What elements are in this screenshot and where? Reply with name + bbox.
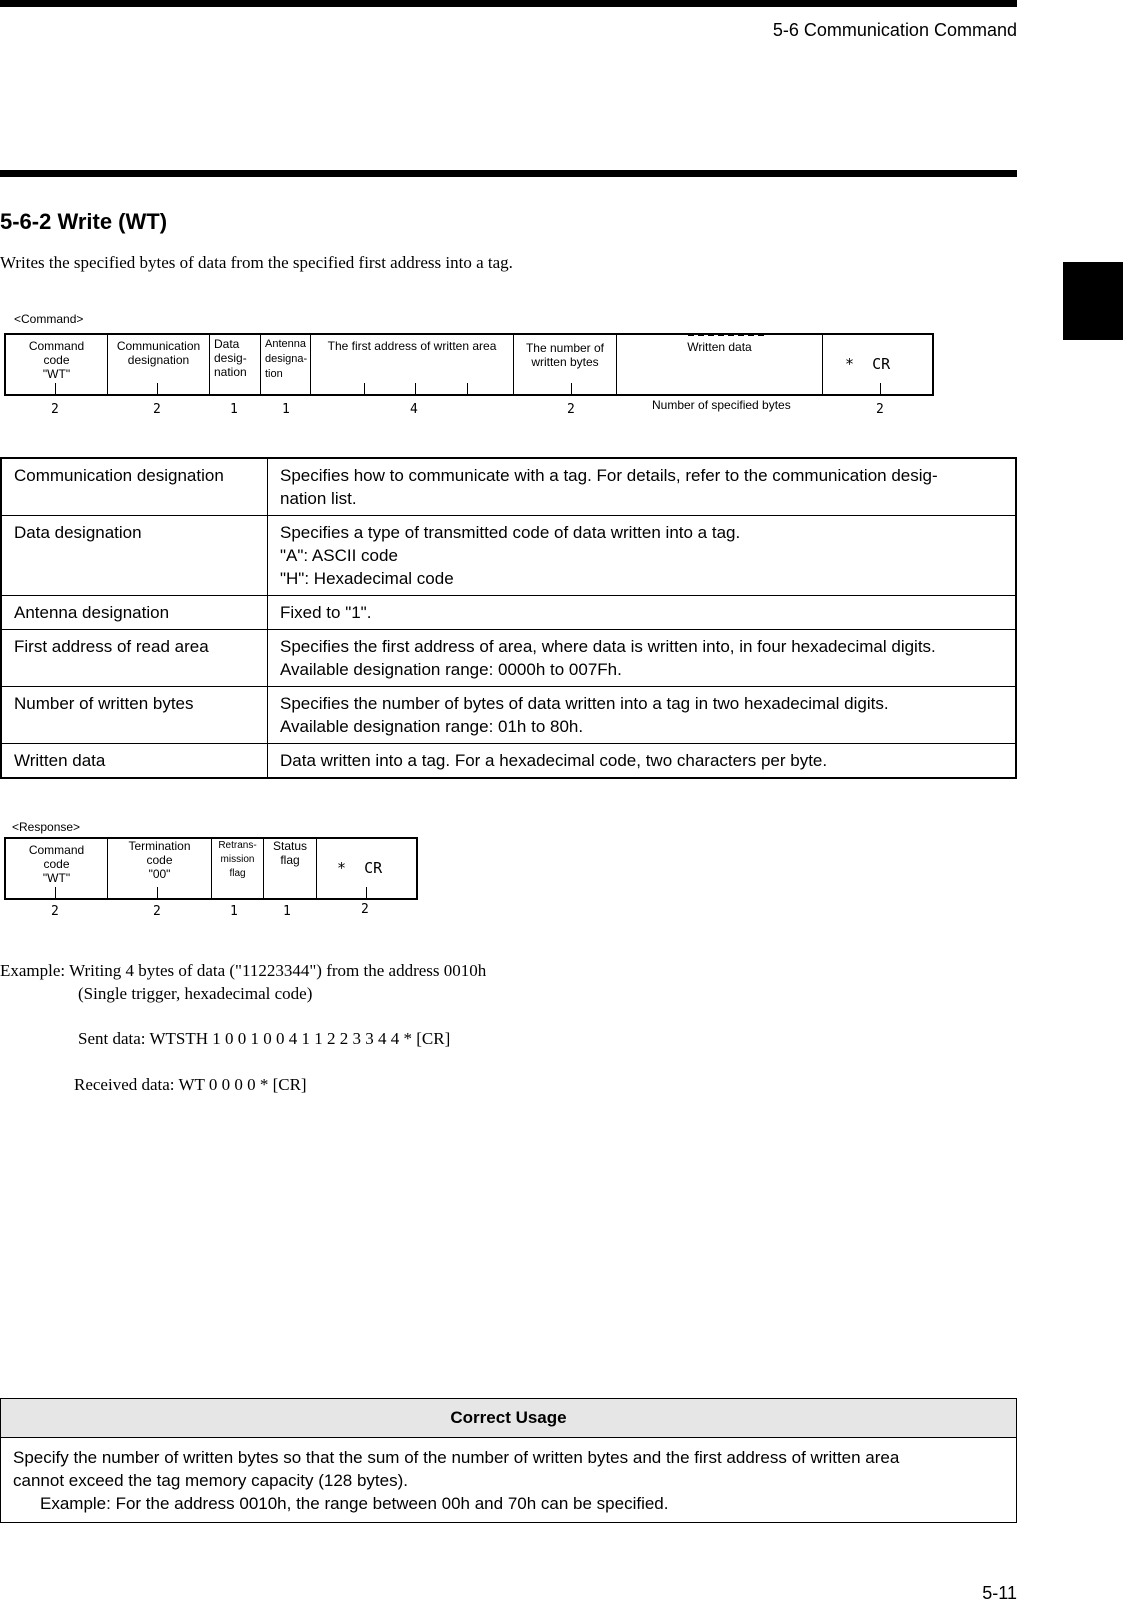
term-cell: Communication designation xyxy=(1,458,268,516)
desc-cell xyxy=(268,687,1017,744)
byte-count: 2 xyxy=(361,902,369,917)
tick-mark xyxy=(364,383,365,395)
field-label: Retrans- mission flag xyxy=(218,840,257,879)
desc-line: Available designation range: 0000h to 007Fh. xyxy=(280,660,622,679)
desc-cell xyxy=(268,516,1017,596)
byte-count: 1 xyxy=(282,402,290,417)
table-row xyxy=(1,458,1016,516)
correct-usage-title: Correct Usage xyxy=(1,1399,1016,1438)
correct-usage-box xyxy=(0,1398,1017,1523)
section-rule xyxy=(0,170,1017,177)
example-received: Received data: WT 0 0 0 0 * [CR] xyxy=(74,1075,307,1094)
byte-count: 2 xyxy=(51,402,59,417)
byte-count: 1 xyxy=(283,904,291,919)
command-field xyxy=(311,335,514,394)
field-label: The first address of written area xyxy=(327,339,497,353)
section-intro: Writes the specified bytes of data from the specified first address into a tag. xyxy=(0,253,513,272)
response-field xyxy=(108,839,212,898)
field-label: Termination code "00" xyxy=(128,839,191,881)
tick-mark xyxy=(467,383,468,395)
response-field xyxy=(212,839,264,898)
desc-cell xyxy=(268,630,1017,687)
desc-line: Specifies a type of transmitted code of data written into a tag. xyxy=(280,523,741,542)
desc-cell xyxy=(268,596,1017,630)
byte-count: 2 xyxy=(153,904,161,919)
usage-line: Example: For the address 0010h, the range between 00h and 70h can be specified. xyxy=(40,1494,669,1513)
desc-cell xyxy=(268,458,1017,516)
written-data-note: Number of specified bytes xyxy=(652,398,791,412)
usage-line: cannot exceed the tag memory capacity (128 bytes). xyxy=(13,1471,408,1490)
page-number: 5-11 xyxy=(982,1583,1017,1603)
running-header: 5-6 Communication Command xyxy=(772,20,1017,40)
tick-mark xyxy=(55,383,56,395)
response-diagram xyxy=(0,818,430,923)
terminator-label: * CR xyxy=(845,355,891,373)
field-label: The number of written bytes xyxy=(525,341,605,369)
example-sent: Sent data: WTSTH 1 0 0 1 0 0 4 1 1 2 2 3 3 4 4 * [CR] xyxy=(78,1029,451,1048)
field-label: Written data xyxy=(687,340,752,354)
field-label: Antenna designa- tion xyxy=(265,338,308,380)
byte-count: 1 xyxy=(230,402,238,417)
response-field xyxy=(6,839,108,898)
command-diagram xyxy=(0,312,940,422)
response-caption: <Response> xyxy=(12,820,81,834)
byte-count: 4 xyxy=(410,402,418,417)
command-field xyxy=(617,335,823,394)
response-field xyxy=(264,839,317,898)
correct-usage-body xyxy=(1,1438,1016,1523)
desc-line: "A": ASCII code xyxy=(280,546,398,565)
command-field xyxy=(514,335,617,394)
tick-mark xyxy=(415,383,416,395)
tick-mark xyxy=(157,887,158,899)
command-caption: <Command> xyxy=(14,312,84,326)
term-cell: Written data xyxy=(1,744,268,779)
field-description-table xyxy=(0,457,1017,779)
term-cell: Number of written bytes xyxy=(1,687,268,744)
term-cell: Data designation xyxy=(1,516,268,596)
desc-line: "H": Hexadecimal code xyxy=(280,569,454,588)
tick-mark xyxy=(880,383,881,395)
field-label: Status flag xyxy=(272,839,308,867)
example-line: (Single trigger, hexadecimal code) xyxy=(78,984,313,1003)
command-frame xyxy=(4,333,934,396)
usage-line: Specify the number of written bytes so that the sum of the number of written bytes and the first address of written area xyxy=(13,1448,900,1467)
term-cell: First address of read area xyxy=(1,630,268,687)
written-data-dash-bottom xyxy=(688,394,764,396)
byte-count: 2 xyxy=(51,904,59,919)
byte-count: 1 xyxy=(230,904,238,919)
command-field xyxy=(108,335,210,394)
field-label: Communication designation xyxy=(116,339,201,367)
field-label: Command code "WT" xyxy=(28,339,85,381)
response-frame xyxy=(4,837,418,900)
desc-cell xyxy=(268,744,1017,779)
desc-line: Specifies the number of bytes of data written into a tag in two hexadecimal digits. xyxy=(280,694,889,713)
tick-mark xyxy=(157,383,158,395)
command-field xyxy=(261,335,311,394)
tick-mark xyxy=(571,383,572,395)
table-row xyxy=(1,596,1016,630)
command-field xyxy=(210,335,261,394)
section-title: 5-6-2 Write (WT) xyxy=(0,209,168,234)
desc-line: nation list. xyxy=(280,489,357,508)
written-data-dash-top xyxy=(688,334,764,336)
tick-mark xyxy=(55,887,56,899)
desc-line: Specifies how to communicate with a tag. For details, refer to the communication desig- xyxy=(280,466,938,485)
byte-count: 2 xyxy=(876,402,884,417)
desc-line: Fixed to "1". xyxy=(280,603,372,622)
desc-line: Data written into a tag. For a hexadecimal code, two characters per byte. xyxy=(280,751,828,770)
example-line: Example: Writing 4 bytes of data ("11223344") from the address 0010h xyxy=(0,961,487,980)
field-label: Command code "WT" xyxy=(28,843,85,885)
field-label: Data desig- nation xyxy=(214,337,247,379)
desc-line: Available designation range: 01h to 80h. xyxy=(280,717,584,736)
table-row xyxy=(1,516,1016,596)
table-row xyxy=(1,630,1016,687)
tick-mark xyxy=(366,887,367,899)
table-row xyxy=(1,687,1016,744)
desc-line: Specifies the first address of area, where data is written into, in four hexadecimal digits. xyxy=(280,637,936,656)
command-field xyxy=(6,335,108,394)
chapter-tab xyxy=(1063,262,1123,340)
command-field xyxy=(823,335,932,394)
byte-count: 2 xyxy=(567,402,575,417)
terminator-label: * CR xyxy=(337,859,383,877)
term-cell: Antenna designation xyxy=(1,596,268,630)
top-rule xyxy=(0,0,1017,7)
byte-count: 2 xyxy=(153,402,161,417)
table-row xyxy=(1,744,1016,779)
